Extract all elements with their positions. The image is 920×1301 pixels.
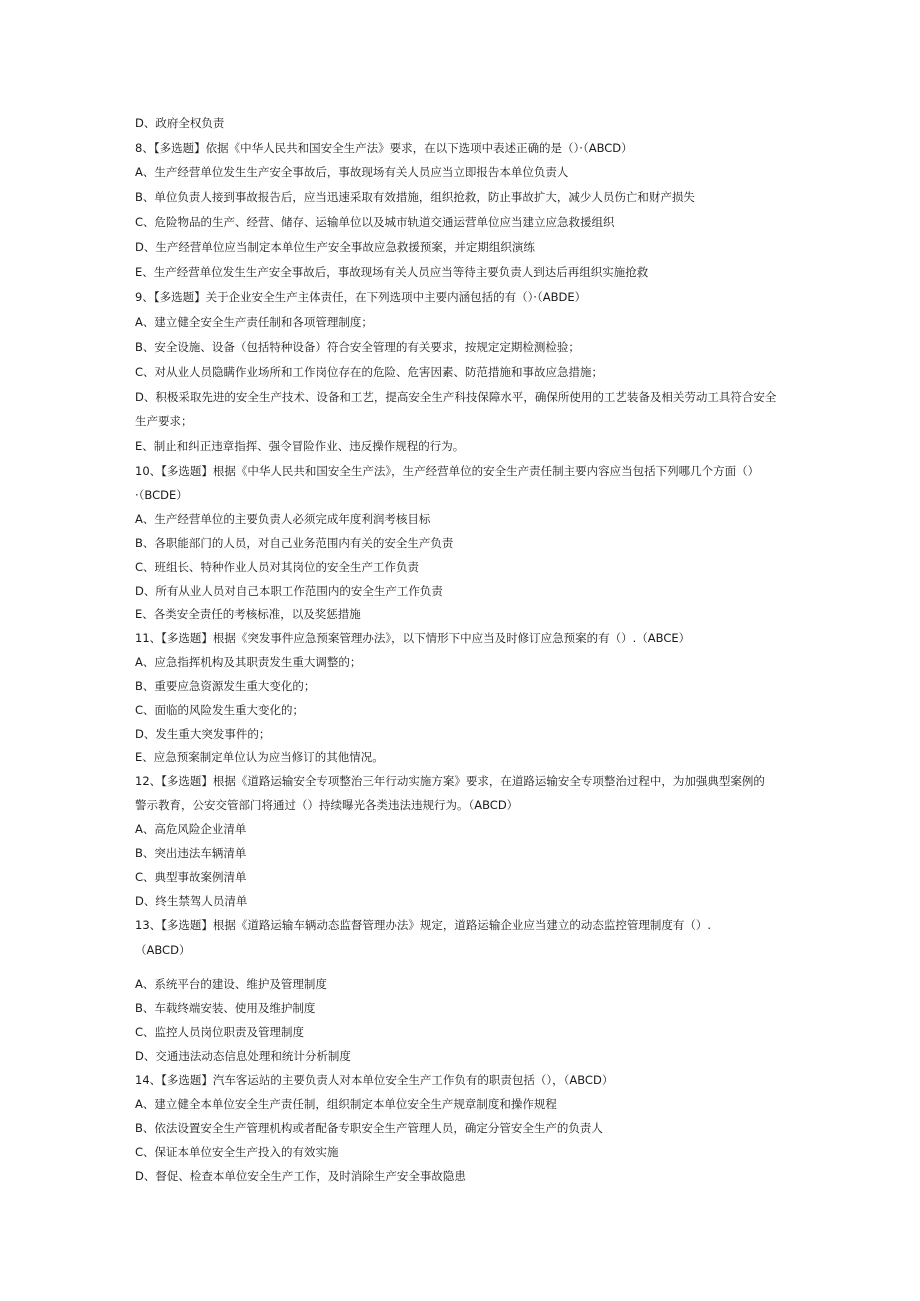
q11-option-e: E、应急预案制定单位认为应当修订的其他情况。 <box>135 750 384 764</box>
q8-stem: 8、【多选题】依据《中华人民共和国安全生产法》要求，在以下选项中表述正确的是（）·（ABCD） <box>135 141 633 155</box>
q10-option-d: D、所有从业人员对自己本职工作范围内的安全生产工作负责 <box>135 584 443 598</box>
q11-stem: 11、【多选题】根据《突发事件应急预案管理办法》，以下情形下中应当及时修订应急预案的有（）.（ABCE） <box>135 631 691 645</box>
q10-option-e: E、各类安全责任的考核标准，以及奖惩措施 <box>135 607 361 621</box>
q8-option-c: C、危险物品的生产、经营、储存、运输单位以及城市轨道交通运营单位应当建立应急救援组织 <box>135 215 615 229</box>
q14-option-a: A、建立健全本单位安全生产责任制，组织制定本单位安全生产规章制度和操作规程 <box>135 1097 557 1111</box>
q14-option-b: B、依法设置安全生产管理机构或者配备专职安全生产管理人员，确定分管安全生产的负责人 <box>135 1121 603 1135</box>
q12-option-d: D、终生禁驾人员清单 <box>135 894 248 908</box>
q8-option-a: A、生产经营单位发生生产安全事故后，事故现场有关人员应当立即报告本单位负责人 <box>135 165 569 179</box>
q13-stem-line2: （ABCD） <box>135 943 191 957</box>
q13-option-b: B、车载终端安装、使用及维护制度 <box>135 1001 316 1015</box>
q10-option-b: B、各职能部门的人员，对自己业务范围内有关的安全生产负责 <box>135 536 454 550</box>
q8-option-d: D、生产经营单位应当制定本单位生产安全事故应急救援预案，并定期组织演练 <box>135 240 535 254</box>
q11-option-a: A、应急指挥机构及其职责发生重大调整的； <box>135 655 362 669</box>
q10-option-c: C、班组长、特种作业人员对其岗位的安全生产工作负责 <box>135 560 420 574</box>
q10-option-a: A、生产经营单位的主要负责人必须完成年度利润考核目标 <box>135 512 431 526</box>
q14-option-c: C、保证本单位安全生产投入的有效实施 <box>135 1145 339 1159</box>
q9-option-e: E、制止和纠正违章指挥、强令冒险作业、违反操作规程的行为。 <box>135 439 465 453</box>
q12-option-b: B、突出违法车辆清单 <box>135 846 247 860</box>
q9-option-d-line2: 生产要求； <box>135 414 193 428</box>
q9-option-d-line1: D、积极采取先进的安全生产技术、设备和工艺，提高安全生产科技保障水平，确保所使用的工艺装备及相关劳动工具符合安全 <box>135 390 777 404</box>
q12-stem-line2: 警示教育，公安交管部门将通过（）持续曝光各类违法违规行为。（ABCD） <box>135 798 519 812</box>
q10-stem-line1: 10、【多选题】根据《中华人民共和国安全生产法》，生产经营单位的安全生产责任制主要内容应当包括下列哪几个方面（） <box>135 464 760 478</box>
q9-option-b: B、安全设施、设备（包括特种设备）符合安全管理的有关要求，按规定定期检测检验； <box>135 340 580 354</box>
q9-option-a: A、建立健全安全生产责任制和各项管理制度； <box>135 315 373 329</box>
q13-stem-line1: 13、【多选题】根据《道路运输车辆动态监督管理办法》规定，道路运输企业应当建立的动态监控管理制度有（）. <box>135 918 712 932</box>
q13-option-a: A、系统平台的建设、维护及管理制度 <box>135 977 327 991</box>
q14-stem: 14、【多选题】汽车客运站的主要负责人对本单位安全生产工作负有的职责包括（），（ABCD） <box>135 1073 614 1087</box>
q13-option-d: D、交通违法动态信息处理和统计分析制度 <box>135 1049 351 1063</box>
q13-option-c: C、监控人员岗位职责及管理制度 <box>135 1025 305 1039</box>
q7-option-d: D、政府全权负责 <box>135 116 225 130</box>
q12-stem-line1: 12、【多选题】根据《道路运输安全专项整治三年行动实施方案》要求，在道路运输安全专项整治过程中，为加强典型案例的 <box>135 774 765 788</box>
q10-stem-line2: ·（BCDE） <box>135 488 188 502</box>
q11-option-b: B、重要应急资源发生重大变化的； <box>135 679 316 693</box>
q9-option-c: C、对从业人员隐瞒作业场所和工作岗位存在的危险、危害因素、防范措施和事故应急措施； <box>135 365 604 379</box>
q9-stem: 9、【多选题】关于企业安全生产主体责任，在下列选项中主要内涵包括的有（）·（ABDE） <box>135 290 587 304</box>
q14-option-d: D、督促、检查本单位安全生产工作，及时消除生产安全事故隐患 <box>135 1169 466 1183</box>
q12-option-c: C、典型事故案例清单 <box>135 870 247 884</box>
q12-option-a: A、高危风险企业清单 <box>135 822 247 836</box>
q8-option-e: E、生产经营单位发生生产安全事故后，事故现场有关人员应当等待主要负责人到达后再组织实施抢救 <box>135 265 649 279</box>
q8-option-b: B、单位负责人接到事故报告后，应当迅速采取有效措施，组织抢救，防止事故扩大，减少人员伤亡和财产损失 <box>135 190 695 204</box>
q11-option-d: D、发生重大突发事件的； <box>135 727 271 741</box>
q11-option-c: C、面临的风险发生重大变化的； <box>135 703 305 717</box>
